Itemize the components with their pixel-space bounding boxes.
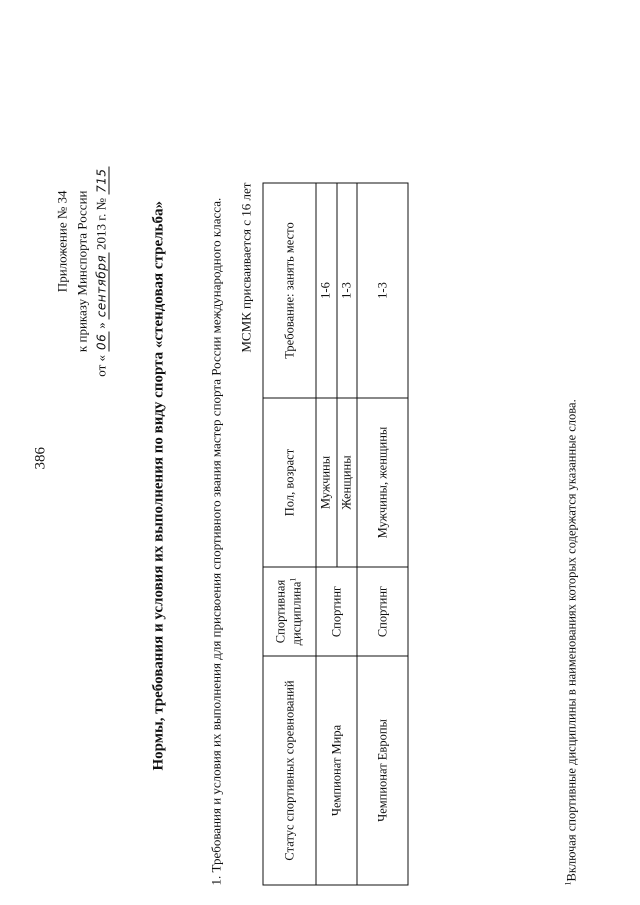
age-note: МСМК присваивается с 16 лет [238, 182, 253, 353]
date-quote: » [93, 321, 108, 329]
row-place: 1-3 [357, 183, 408, 398]
row-place: 1-3 [336, 183, 357, 398]
document-title: Нормы, требования и условия их выполнения по виду спорта «стендовая стрельба» [150, 200, 166, 770]
header-gender: Пол, возраст [263, 398, 316, 567]
footnote-ref: 1 [288, 577, 298, 582]
table-row [316, 183, 337, 885]
header-requirement: Требование: занять место [263, 183, 316, 398]
handwritten-month: сентября [94, 254, 108, 317]
page-number: 386 [32, 446, 48, 469]
appendix-number: Приложение № 34 [54, 190, 69, 292]
row-gender: Мужчины [316, 398, 337, 567]
requirements-table [262, 182, 408, 885]
row-status: Чемпионат Мира [316, 656, 357, 885]
footnote [563, 399, 579, 885]
table-header-row [263, 183, 316, 885]
appendix-order-date [93, 166, 109, 376]
row-gender: Мужчины, женщины [357, 398, 408, 567]
row-gender: Женщины [336, 398, 357, 567]
handwritten-day: 06 [94, 333, 108, 350]
intro-paragraph: 1. Требования и условия их выполнения для присвоения спортивного звания мастер спорта России международного класса. [208, 197, 223, 885]
date-year: 2013 г. № [93, 197, 108, 250]
header-discipline-label: Спортивная дисциплина [273, 579, 304, 645]
row-discipline: Спортинг [316, 567, 357, 656]
row-place: 1-6 [316, 183, 337, 398]
header-discipline [263, 567, 316, 656]
table-row [357, 183, 408, 885]
handwritten-order-number: 715 [94, 168, 108, 193]
row-discipline: Спортинг [357, 567, 408, 656]
footnote-mark: 1 [563, 881, 572, 885]
date-prefix: от « [93, 354, 108, 377]
footnote-text: Включая спортивные дисциплины в наименованиях которых содержатся указанные слова. [564, 398, 579, 881]
row-status: Чемпионат Европы [357, 656, 408, 885]
appendix-order-ref: к приказу Минспорта России [74, 190, 89, 352]
header-status: Статус спортивных соревнований [263, 656, 316, 885]
